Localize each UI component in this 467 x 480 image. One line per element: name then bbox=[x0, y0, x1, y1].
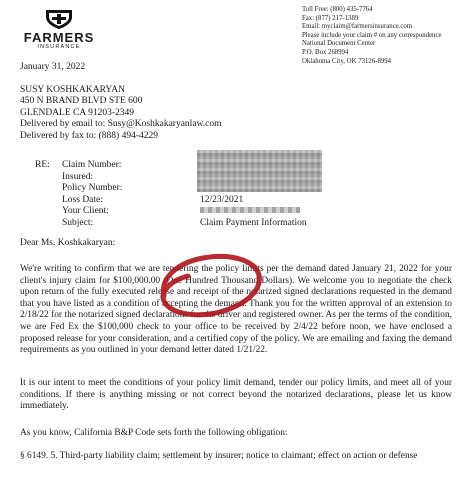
paragraph-code-section: § 6149. 5. Third-party liability claim; settlement by insurer; notice to claimant; effect on action or defense bbox=[20, 451, 418, 461]
contact-toll-free: Toll Free: (800) 435-7764 bbox=[302, 6, 373, 13]
contact-email: Email: myclaim@farmersinsurance.com bbox=[302, 23, 413, 31]
value-loss-date: 12/23/2021 bbox=[200, 194, 244, 205]
re-fields bbox=[62, 160, 122, 230]
paragraph-intent: It is our intent to meet the conditions of your policy limit demand, tender our policy limits, and meet all of your conditions. If there is anything missing or not correct beyond the notarized declarations, please let us know immediately. bbox=[20, 378, 452, 412]
redaction-client bbox=[200, 207, 300, 213]
recipient-name: SUSY KOSHKAKARYAN bbox=[20, 85, 125, 95]
field-policy-number: Policy Number: bbox=[62, 183, 123, 194]
recipient-address bbox=[20, 85, 222, 142]
farmers-logo bbox=[18, 8, 100, 51]
salutation: Dear Ms. Koshkakaryan: bbox=[20, 238, 116, 248]
recipient-street: 450 N BRAND BLVD STE 600 bbox=[20, 96, 143, 107]
contact-po-box: P.O. Box 268994 bbox=[302, 48, 349, 56]
field-insured: Insured: bbox=[62, 171, 94, 182]
contact-fax: Fax: (877) 217-1389 bbox=[302, 14, 359, 22]
delivered-email: Delivered by email to: Susy@Koshkakaryanlaw.com bbox=[20, 119, 222, 130]
contact-note: Please include your claim # on any correspondence bbox=[302, 31, 442, 39]
field-subject: Subject: bbox=[62, 217, 94, 228]
value-subject: Claim Payment Information bbox=[200, 217, 307, 228]
paragraph-obligation: As you know, California B&P Code sets forth the following obligation: bbox=[20, 428, 288, 438]
farmers-shield-icon bbox=[44, 8, 74, 30]
letter-date: January 31, 2022 bbox=[20, 62, 86, 72]
redaction-block bbox=[197, 150, 322, 192]
contact-center: National Document Center bbox=[302, 40, 376, 48]
logo-wordmark: FARMERS bbox=[23, 30, 95, 45]
re-label: RE: bbox=[35, 160, 50, 170]
contact-block bbox=[302, 6, 467, 66]
logo-subtitle: INSURANCE bbox=[37, 44, 81, 50]
field-claim-number: Claim Number: bbox=[62, 160, 122, 170]
recipient-city: GLENDALE CA 91203-2349 bbox=[20, 107, 134, 118]
paragraph-tender: We're writing to confirm that we are tendering the policy limits per the demand dated January 21, 2022 for your client's injury claim for $100,000.00 (One Hundred Thousand Dollars). We welcome you to negotiate the check upon return of the fully executed release and receipt of the notarized signed declarations requested in the demand that you have listed as a condition of accepting the demand. Thank you for the written approval of an extension to 2/18/22 for the notarized signed declarations for the driver and registered owner. As per the terms of the condition, we are Fed Ex the $100,000 check to your office to be received by 2/4/22 before noon, we have enclosed a proposed release for your consideration, and a certified copy of the policy. We are emailing and faxing the demand requirements as you outlined in your demand letter dated 1/21/22. bbox=[20, 264, 452, 356]
delivered-fax: Delivered by fax to: (888) 494-4229 bbox=[20, 130, 158, 141]
field-your-client: Your Client: bbox=[62, 206, 109, 217]
field-loss-date: Loss Date: bbox=[62, 194, 103, 205]
contact-city: Oklahoma City, OK 73126-8994 bbox=[302, 57, 392, 65]
